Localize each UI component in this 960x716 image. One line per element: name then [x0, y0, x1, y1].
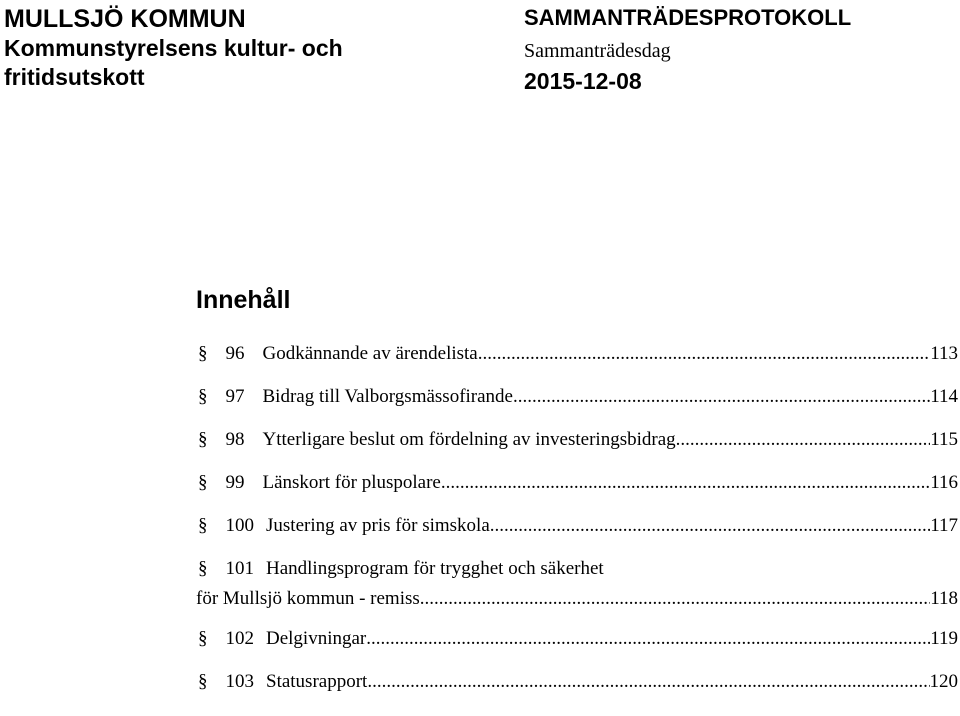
- toc-entry-103[interactable]: [196, 670, 958, 694]
- toc-entry-number: 96: [225, 343, 245, 364]
- section-sign: §: [198, 343, 208, 364]
- toc-entry-number: 103: [225, 671, 254, 692]
- toc-entry-title: Godkännande av ärendelista: [262, 343, 478, 364]
- toc-entry-title: Delgivningar: [266, 628, 367, 649]
- section-sign: §: [198, 429, 208, 450]
- toc-entry-page: 120: [929, 671, 958, 692]
- organization-name: MULLSJÖ KOMMUN: [4, 5, 246, 33]
- dot-leader: [441, 471, 930, 495]
- toc-entry-number: 100: [225, 515, 254, 536]
- meeting-date-label: Sammanträdesdag: [524, 40, 671, 62]
- toc-entry-99[interactable]: [196, 471, 958, 495]
- header-left: [4, 4, 424, 92]
- toc-entry-page: 118: [930, 588, 958, 609]
- toc-entry-98[interactable]: [196, 428, 958, 452]
- toc-entry-title: Länskort för pluspolare: [262, 472, 441, 493]
- toc-entry-title: Handlingsprogram för trygghet och säkerhet: [266, 558, 604, 579]
- toc-entry-title: Ytterligare beslut om fördelning av investeringsbidrag: [262, 429, 676, 450]
- dot-leader: [366, 627, 930, 651]
- toc-entry-title: Bidrag till Valborgsmässofirande: [262, 386, 513, 407]
- document-type: SAMMANTRÄDESPROTOKOLL: [524, 5, 852, 30]
- toc-entry-page: 117: [930, 515, 958, 536]
- toc-entry-title: Statusrapport: [266, 671, 368, 692]
- toc-entry-title: Justering av pris för simskola: [266, 515, 490, 536]
- dot-leader: [513, 385, 930, 409]
- section-sign: §: [198, 386, 208, 407]
- toc-entry-page: 119: [930, 628, 958, 649]
- dot-leader: [367, 670, 929, 694]
- toc-title: Innehåll: [196, 286, 291, 314]
- toc-entry-title-continued: för Mullsjö kommun - remiss: [196, 588, 420, 609]
- section-sign: §: [198, 515, 208, 536]
- header-right: [524, 4, 851, 96]
- table-of-contents: [196, 284, 958, 713]
- toc-entry-97[interactable]: [196, 385, 958, 409]
- committee-name: Kommunstyrelsens kultur- och fritidsutskott: [4, 35, 343, 90]
- toc-entry-page: 114: [930, 386, 958, 407]
- toc-entry-number: 102: [225, 628, 254, 649]
- dot-leader: [420, 587, 930, 611]
- toc-entry-102[interactable]: [196, 627, 958, 651]
- toc-entry-number: 97: [225, 386, 245, 407]
- toc-entry-101[interactable]: [196, 557, 958, 611]
- toc-entry-number: 99: [225, 472, 245, 493]
- toc-entry-page: 113: [930, 343, 958, 364]
- toc-entry-96[interactable]: [196, 342, 958, 366]
- dot-leader: [478, 342, 930, 366]
- toc-entry-100[interactable]: [196, 514, 958, 538]
- toc-entry-page: 116: [930, 472, 958, 493]
- dot-leader: [676, 428, 931, 452]
- section-sign: §: [198, 671, 208, 692]
- section-sign: §: [198, 628, 208, 649]
- meeting-date: 2015-12-08: [524, 68, 642, 94]
- toc-entry-page: 115: [930, 429, 958, 450]
- section-sign: §: [198, 558, 208, 579]
- dot-leader: [490, 514, 930, 538]
- section-sign: §: [198, 472, 208, 493]
- toc-entry-number: 98: [225, 429, 245, 450]
- toc-entry-number: 101: [225, 558, 254, 579]
